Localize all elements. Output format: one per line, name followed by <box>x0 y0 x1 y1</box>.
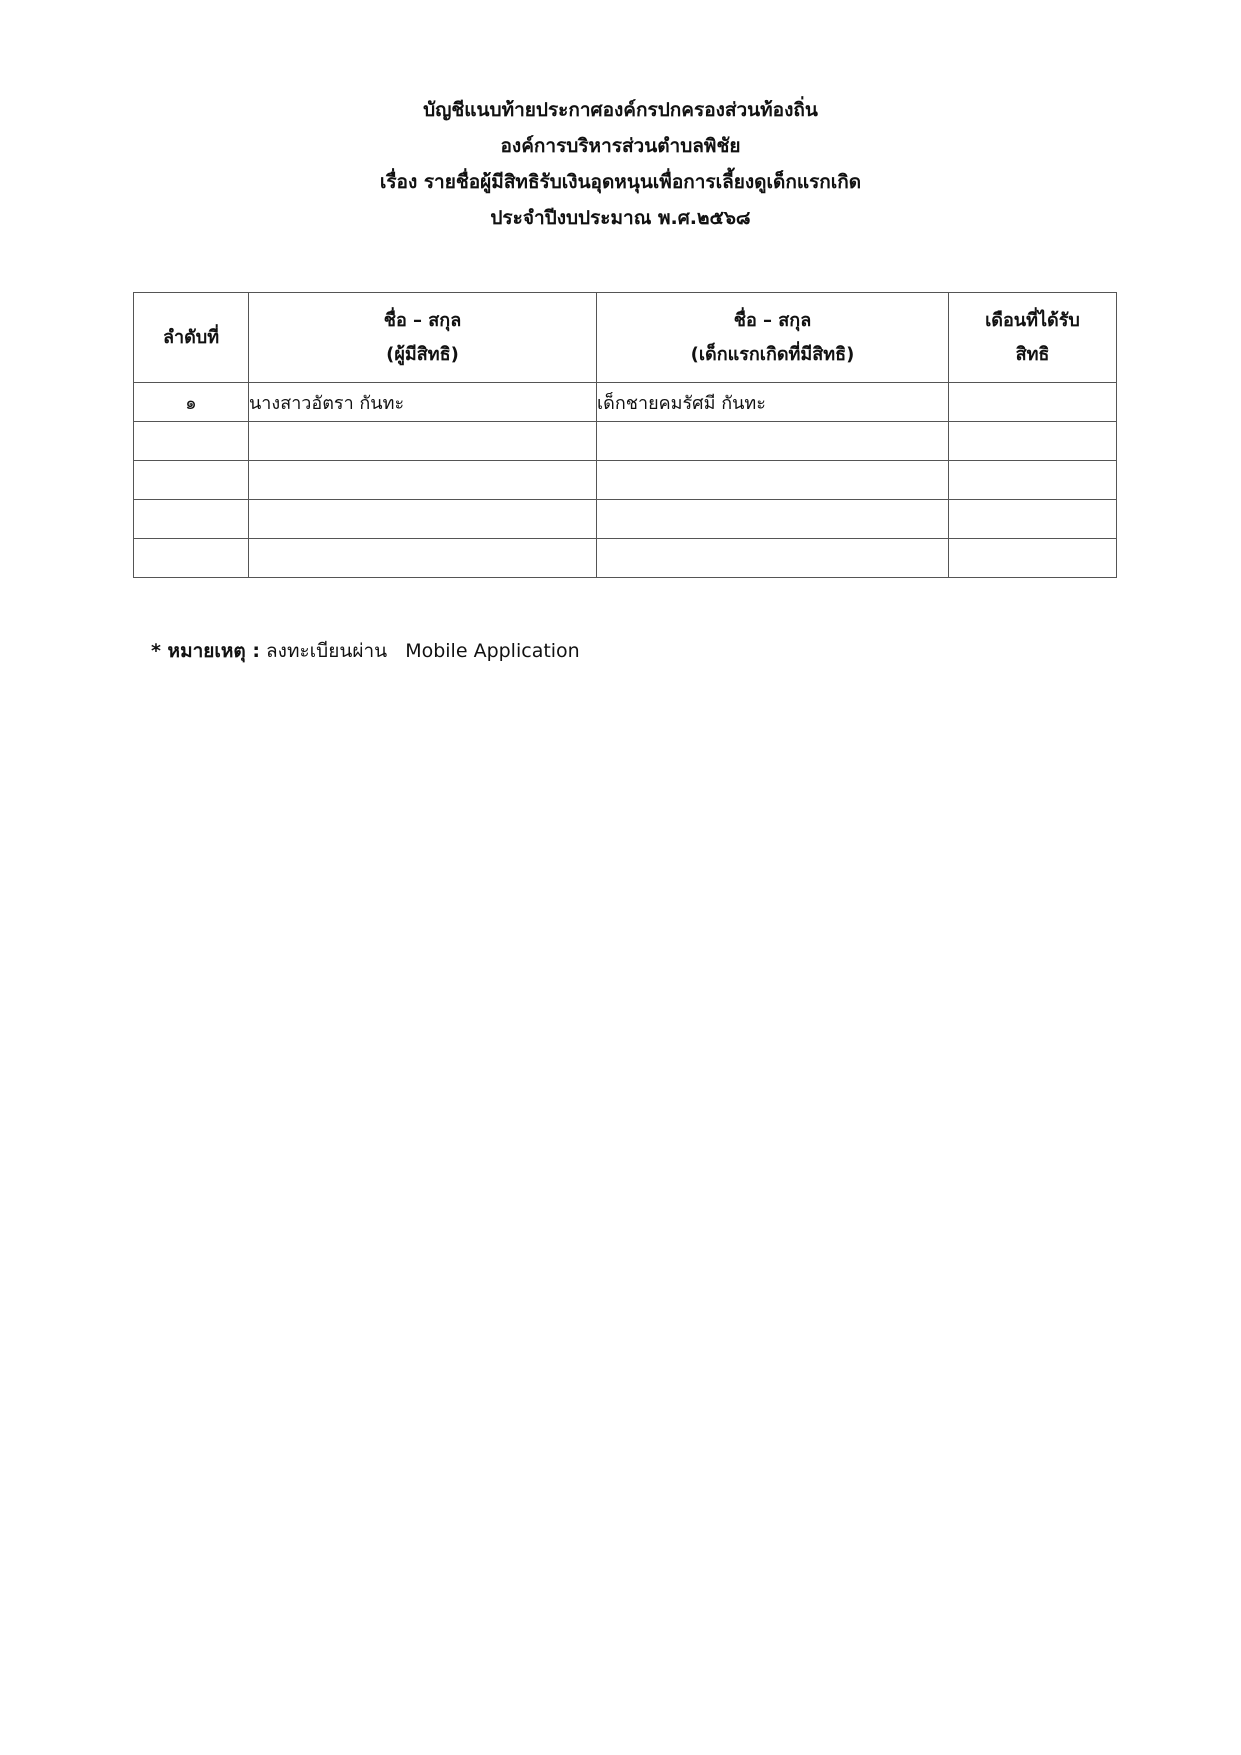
header-month-line1: เดือนที่ได้รับ <box>985 309 1080 331</box>
header-child-line2: (เด็กแรกเกิดที่มีสิทธิ) <box>690 343 855 365</box>
cell-no: ๑ <box>134 383 249 422</box>
remark-app-name: Mobile Application <box>405 640 580 662</box>
table-row <box>134 461 1117 500</box>
table-row <box>134 383 1117 422</box>
cell-parent-name <box>249 422 597 461</box>
header-month <box>949 293 1117 383</box>
cell-month <box>949 383 1117 422</box>
table-row <box>134 422 1117 461</box>
cell-parent-name <box>249 539 597 578</box>
header-parent-name <box>249 293 597 383</box>
header-child-name <box>597 293 949 383</box>
header-no-label: ลำดับที่ <box>162 326 220 348</box>
cell-no <box>134 500 249 539</box>
cell-no <box>134 539 249 578</box>
cell-child-name <box>597 422 949 461</box>
title-line-1: บัญชีแนบท้ายประกาศองค์กรปกครองส่วนท้องถิ่น <box>423 99 818 121</box>
title-line-4: ประจำปีงบประมาณ พ.ศ.๒๕๖๘ <box>490 207 751 229</box>
cell-child-name: เด็กชายคมรัศมี กันทะ <box>597 383 949 422</box>
document-title-block <box>0 92 1241 236</box>
cell-month <box>949 422 1117 461</box>
title-line-3: เรื่อง รายชื่อผู้มีสิทธิรับเงินอุดหนุนเพื่อการเลี้ยงดูเด็กแรกเกิด <box>379 171 862 193</box>
cell-month <box>949 500 1117 539</box>
title-line-2: องค์การบริหารส่วนตำบลพิชัย <box>500 135 741 157</box>
cell-child-name <box>597 461 949 500</box>
cell-parent-name: นางสาวอัตรา กันทะ <box>249 383 597 422</box>
header-child-line1: ชื่อ – สกุล <box>733 309 812 331</box>
remark-note <box>151 636 580 666</box>
cell-parent-name <box>249 461 597 500</box>
beneficiaries-table <box>133 292 1117 578</box>
remark-label: * หมายเหตุ : <box>151 640 260 662</box>
cell-child-name <box>597 500 949 539</box>
cell-month <box>949 539 1117 578</box>
header-parent-line2: (ผู้มีสิทธิ) <box>386 343 459 365</box>
cell-no <box>134 422 249 461</box>
cell-no <box>134 461 249 500</box>
cell-child-name <box>597 539 949 578</box>
header-month-line2: สิทธิ <box>1015 343 1050 365</box>
remark-text: ลงทะเบียนผ่าน <box>266 640 388 662</box>
header-no <box>134 293 249 383</box>
table-row <box>134 539 1117 578</box>
header-parent-line1: ชื่อ – สกุล <box>383 309 462 331</box>
table-row <box>134 500 1117 539</box>
cell-month <box>949 461 1117 500</box>
table-header-row <box>134 293 1117 383</box>
cell-parent-name <box>249 500 597 539</box>
